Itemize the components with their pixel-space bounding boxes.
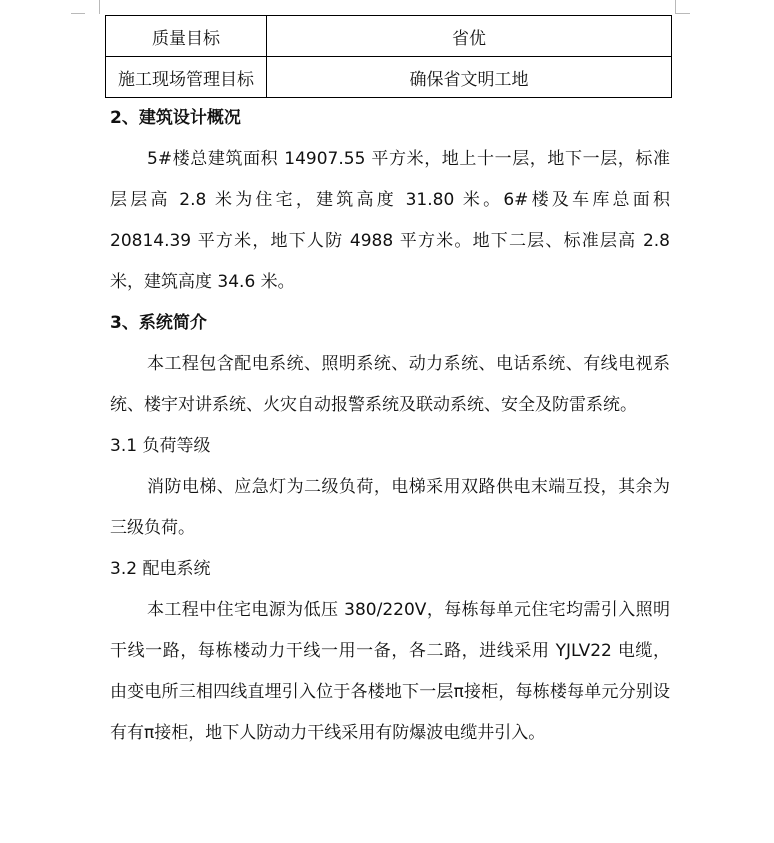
subsection-heading: 3.2 配电系统 (110, 559, 211, 579)
page-corner-mark-right (675, 0, 690, 14)
goals-table (105, 15, 672, 98)
section-paragraph: 消防电梯、应急灯为二级负荷，电梯采用双路供电末端互投，其余为三级负荷。 (110, 477, 670, 538)
table-cell-label: 施工现场管理目标 (106, 57, 267, 98)
table-cell-label: 质量目标 (106, 16, 267, 57)
table-cell-value: 确保省文明工地 (267, 57, 672, 98)
document-body (110, 98, 670, 754)
table-row (106, 16, 672, 57)
page-corner-mark-left (85, 0, 100, 14)
table-cell-value: 省优 (267, 16, 672, 57)
section-paragraph: 本工程包含配电系统、照明系统、动力系统、电话系统、有线电视系统、楼宇对讲系统、火灾自动报警系统及联动系统、安全及防雷系统。 (110, 354, 670, 415)
section-heading: 3、系统简介 (110, 313, 207, 333)
subsection-heading: 3.1 负荷等级 (110, 436, 211, 456)
section-heading: 2、建筑设计概况 (110, 108, 241, 128)
table-row (106, 57, 672, 98)
section-paragraph: 5#楼总建筑面积 14907.55 平方米，地上十一层，地下一层，标准层层高 2.8 米为住宅，建筑高度 31.80 米。6#楼及车库总面积 20814.39 平方米，地下人防 4988 平方米。地下二层、标准层高 2.8 米，建筑高度 34.6 米。 (110, 149, 670, 292)
section-paragraph: 本工程中住宅电源为低压 380/220V，每栋每单元住宅均需引入照明干线一路，每栋楼动力干线一用一备，各二路，进线采用 YJLV22 电缆，由变电所三相四线直埋引入位于各楼地下一层π接柜，每栋楼每单元分别设有有π接柜，地下人防动力干线采用有防爆波电缆井引入。 (110, 600, 670, 743)
